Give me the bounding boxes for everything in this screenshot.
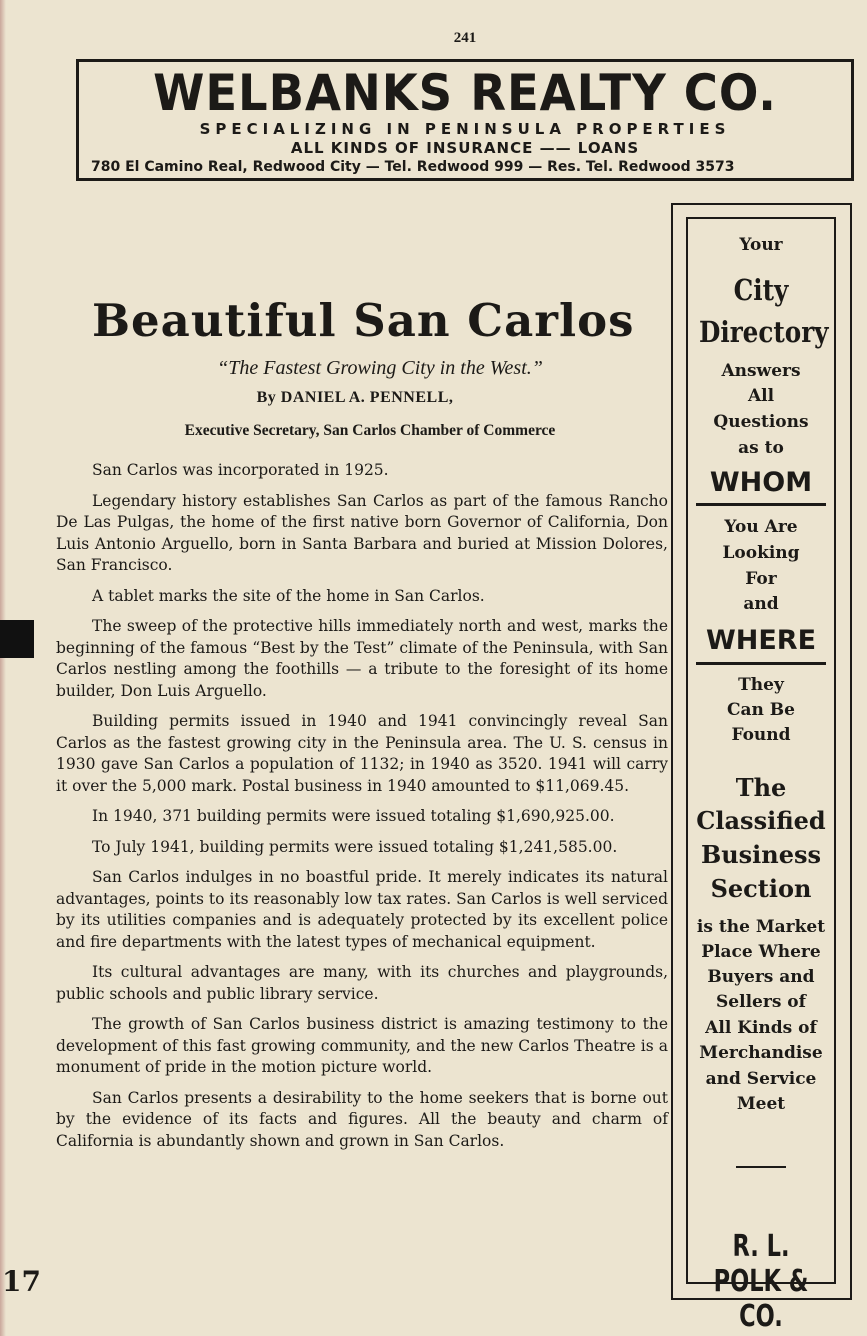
ad-word-they: They [738,675,784,695]
ad-word-all-kinds-of: All Kinds of [705,1018,817,1038]
ad-insurance-line: ALL KINDS OF INSURANCE —— LOANS [290,139,640,157]
ad-word-sellers-of: Sellers of [716,992,806,1012]
ad-word-found: Found [731,725,791,745]
paragraph: San Carlos indulges in no boastful pride. It merely indicates its natural advantages, points to its reasonably low tax rates. San Carlos is well serviced by its utilities companies and is adequately protected by its excellent police and fire departments with the latest types of mechanical equipment. [56,868,668,951]
ad-word-is-the-market: is the Market [696,917,826,937]
ad-word-questions: Questions [713,412,809,432]
ad-word-looking: Looking [722,543,800,563]
author-affiliation: Executive Secretary, San Carlos Chamber of Commerce [184,422,556,439]
ad-word-and-service: and Service [705,1069,817,1089]
ad-word-for: For [745,569,777,589]
page-edge [0,0,6,1336]
ad-word-answers: Answers [721,361,801,381]
article-title: Beautiful San Carlos [92,294,635,347]
ad-word-your: Your [739,235,783,255]
divider-rule [696,662,826,665]
ad-word-section: Section [710,874,812,903]
ad-word-all: All [747,386,775,406]
ad-word-merchandise: Merchandise [699,1043,823,1063]
ad-word-city: City [733,273,789,307]
ad-word-business: Business [700,840,822,869]
paragraph: The sweep of the protective hills immediately north and west, marks the beginning of the famous “Best by the Test” climate of the Peninsula, with San Carlos nestling among the foothills — a tribute to the foresight of its home builder, Don Luis Arguello. [56,617,668,700]
city-directory-advertisement [671,203,852,1334]
article-subtitle: “The Fastest Growing City in the West.” [217,357,543,379]
short-divider-rule [736,1166,786,1168]
city-directory-ad-inner-frame [686,217,836,1334]
ad-word-whom: WHOM [709,467,813,498]
paragraph: To July 1941, building permits were issued totaling $1,241,585.00. [92,837,618,856]
ad-word-where: WHERE [705,625,817,656]
paragraph: The growth of San Carlos business district is amazing testimony to the development of this fast growing community, and the new Carlos Theatre is a monument of pride in the motion picture world. [56,1015,668,1076]
paragraph: A tablet marks the site of the home in San Carlos. [92,586,485,605]
realty-advertisement [76,59,854,181]
ad-word-the: The [735,773,787,802]
ad-word-buyers-and: Buyers and [707,967,815,987]
paragraph: Its cultural advantages are many, with its churches and playgrounds, public schools and public library service. [56,963,668,1003]
paragraph: Building permits issued in 1940 and 1941 convincingly reveal San Carlos as the fastest growing city in the Peninsula area. The U. S. census in 1930 gave San Carlos a population of 1132; in 1940 as 3520. 1941 will carry it over the 5,000 mark. Postal business in 1940 amounted to $11,069.45. [56,712,668,795]
ad-address-line: 780 El Camino Real, Redwood City — Tel. Redwood 999 — Res. Tel. Redwood 3573 [91,159,735,175]
paragraph: Legendary history establishes San Carlos as part of the famous Rancho De Las Pulgas, the home of the first native born Governor of California, Don Luis Antonio Arguello, born in Santa Barbara and buried at Mission Dolores, San Francisco. [56,491,668,574]
ad-word-directory: Directory [698,315,829,349]
ad-word-meet: Meet [736,1094,786,1114]
article-byline: By DANIEL A. PENNELL, [256,389,454,406]
publisher-name: R. L. POLK & CO. [713,1229,809,1334]
ad-title: WELBANKS REALTY CO. [153,64,777,122]
ad-word-as-to: as to [738,438,784,458]
paragraph: San Carlos presents a desirability to the home seekers that is borne out by the evidence of its facts and figures. All the beauty and charm of California is abundantly shown and grown in San Carlos. [56,1088,668,1150]
thumb-index-tab [0,620,34,658]
ad-word-can-be: Can Be [726,700,795,720]
divider-rule [696,503,826,506]
article-body [56,460,668,1161]
corner-number: 17 [2,1265,41,1298]
ad-word-you-are: You Are [724,517,798,537]
ad-specializing-line: SPECIALIZING IN PENINSULA PROPERTIES [199,120,731,138]
ad-word-and: and [743,594,779,614]
ad-word-place-where: Place Where [701,942,821,962]
page-number: 241 [453,30,477,46]
paragraph: In 1940, 371 building permits were issued totaling $1,690,925.00. [92,807,615,825]
ad-word-classified: Classified [696,806,826,835]
paragraph: San Carlos was incorporated in 1925. [92,461,389,479]
